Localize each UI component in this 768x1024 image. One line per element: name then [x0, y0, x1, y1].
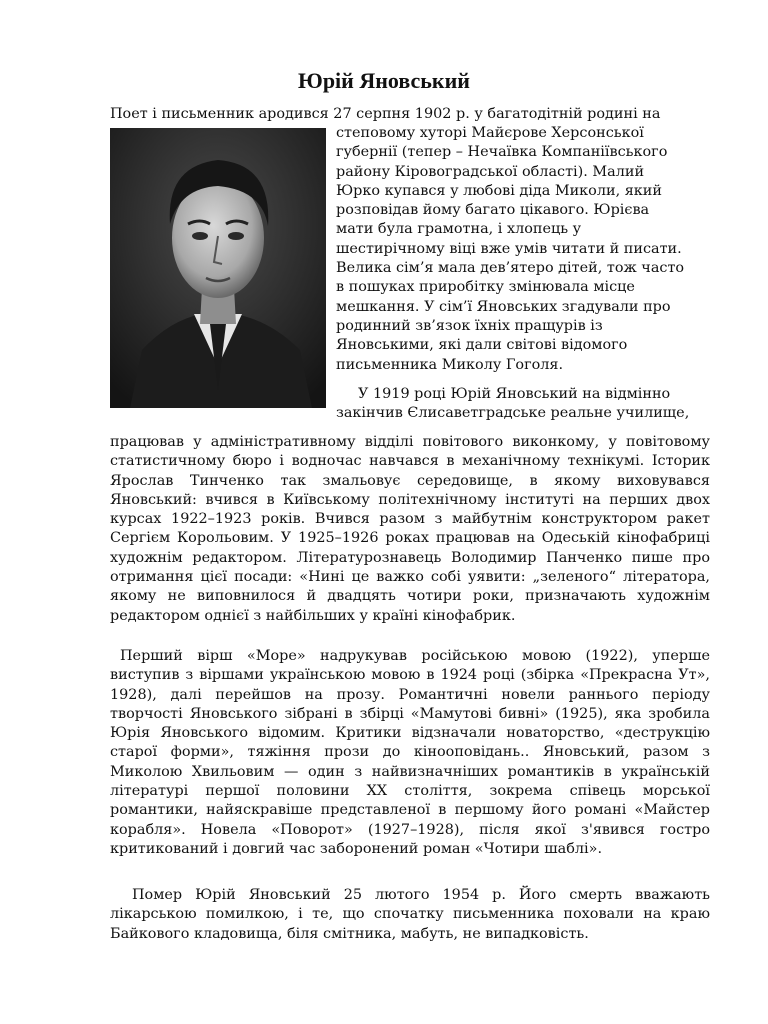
paragraph-line: мати була грамотна, і хлопець у [336, 221, 582, 238]
paragraph-line: У 1919 році Юрій Яновський на відмінно [358, 386, 671, 402]
paragraph-line: Велика сім’я мала дев’ятеро дітей, тож часто [336, 260, 685, 277]
paragraph-line: родинний зв’язок їхніх пращурів із [336, 317, 603, 334]
paragraph-line: мешкання. У сім’ї Яновських згадували про [336, 298, 671, 315]
paragraph-line: шестирічному віці вже умів читати й писати. [336, 240, 682, 257]
portrait-photo [110, 128, 326, 408]
paragraph-line: розповідав йому багато цікавого. Юрієва [336, 202, 650, 219]
paragraph-1-wrapped [336, 124, 716, 375]
paragraph-line: степовому хуторі Майєрове Херсонської [336, 125, 644, 141]
paragraph-3: Перший вірш «Море» надрукував російською мовою (1922), уперше виступив з віршами українською мовою в 1924 році (збірка «Прекрасна Ут», 1928), далі перейшов на прозу. Романтичні новели раннього періоду творчості Яновського зібрані в збірці «Мамутові бивні» (1925), яка зробила Юрія Яновського відомим. Критики відзначали новаторство, «деструкцію старої форми», тяжіння прози до кінооповідань.. Яновський, разом з Миколою Хвильовим — один з найвизначніших романтиків в українській літературі першої половини XX століття, зокрема співець морської романтики, найяскравіше представленої в першому його романі «Майстер корабля». Новела «Поворот» (1927–1928), після якої з'явився гостро критикований і довгий час заборонений роман «Чотири шаблі». [110, 648, 710, 857]
paragraph-2-wrapped [336, 385, 716, 424]
paragraph-line: Юрко купався у любові діда Миколи, який [336, 182, 662, 199]
paragraph-line: письменника Миколу Гоголя. [336, 356, 564, 373]
paragraph-4: Помер Юрій Яновський 25 лютого 1954 р. Його смерть вважають лікарською помилкою, і те, що спочатку письменника поховали на краю Байкового кладовища, біля смітника, мабуть, не випадковість. [110, 887, 710, 942]
paragraph-line: Яновськими, які дали світові відомого [336, 337, 628, 354]
paragraph-2: працював у адміністративному відділі повітового виконкому, у повітовому статистичному бюро і водночас навчався в механічному технікумі. Історик Ярослав Тинченко так змальовує середовище, в якому виховувався Яновський: вчився в Київському політехнічному інституті на перших двох курсах 1922–1923 років. Вчився разом з майбутнім конструктором ракет Сергієм Корольовим. У 1925–1926 роках працював на Одеській кінофабриці художнім редактором. Літературознавець Володимир Панченко пише про отримання цієї посади: «Нині це важко собі уявити: „зеленого“ літератора, якому не виповнилося й двадцять чотири роки, призначають художнім редактором однієї з найбільших у країні кінофабрик. [110, 434, 710, 624]
page-title: Юрій Яновський [298, 68, 470, 93]
paragraph-line: губернії (тепер – Нечаївка Компаніївського [336, 144, 668, 161]
paragraph-line: закінчив Єлисаветградське реальне училище, [336, 405, 690, 422]
paragraph-line: району Кіровоградської області). Малий [336, 163, 645, 180]
paragraph-1-first-line: Поет і письменник ародився 27 серпня 1902 р. у багатодітній родині на [110, 106, 661, 122]
paragraph-line: в пошуках приробітку змінювала місце [336, 279, 635, 296]
